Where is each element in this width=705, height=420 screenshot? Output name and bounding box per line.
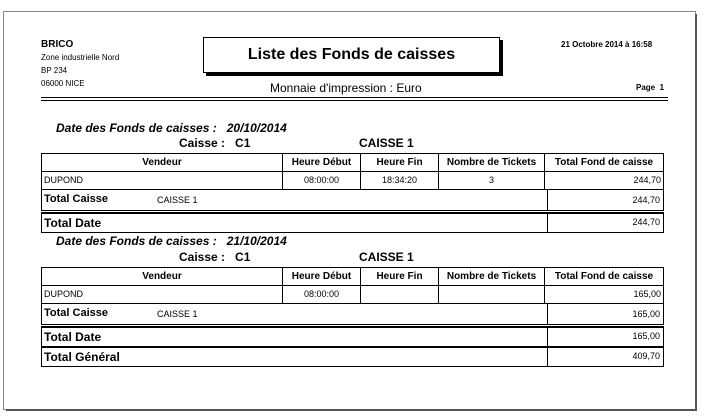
page-shadow: [695, 14, 697, 410]
caisse-prefix: Caisse :: [179, 136, 226, 150]
page-shadow: [6, 409, 697, 411]
group-caisse-header: [179, 250, 250, 264]
total-caisse-name: CAISSE 1: [157, 309, 198, 319]
total-general-row: [41, 346, 664, 367]
group-date-header: [56, 234, 287, 248]
column-header: Heure Début: [283, 154, 361, 172]
total-caisse-label: Total Caisse: [44, 193, 108, 205]
company-address-line: BP 234: [41, 66, 68, 75]
cell-vendeur: DUPOND: [42, 286, 283, 304]
cell-nombre-tickets: [439, 286, 545, 304]
table-row: [42, 286, 664, 304]
fonds-table: [41, 267, 664, 304]
total-general-value: 409,70: [632, 351, 660, 361]
cell-total-fond: 165,00: [545, 286, 664, 304]
total-date-value: 165,00: [632, 331, 660, 341]
group-date: 21/10/2014: [226, 234, 287, 248]
cell-divider: [547, 328, 548, 346]
report-title-box: [203, 37, 500, 73]
total-date-row: [41, 212, 664, 233]
currency-line: Monnaie d'impression : Euro: [270, 81, 422, 95]
cell-divider: [547, 304, 548, 324]
date-prefix: Date des Fonds de caisses :: [56, 121, 217, 135]
total-caisse-row: [41, 304, 664, 325]
print-date: 21 Octobre 2014 à 16:58: [561, 40, 653, 49]
total-caisse-value: 244,70: [632, 195, 660, 205]
total-general-label: Total Général: [44, 350, 120, 364]
column-header: Heure Fin: [361, 268, 439, 286]
company-address-line: 06000 NICE: [41, 79, 85, 88]
column-header: Vendeur: [42, 154, 283, 172]
cell-heure-debut: 08:00:00: [283, 286, 361, 304]
caisse-name: CAISSE 1: [359, 250, 414, 264]
total-date-label: Total Date: [44, 216, 102, 230]
cell-heure-fin: [361, 286, 439, 304]
date-prefix: Date des Fonds de caisses :: [56, 234, 217, 248]
group-date: 20/10/2014: [226, 121, 287, 135]
header-rule: [41, 100, 668, 101]
column-header: Heure Fin: [361, 154, 439, 172]
cell-vendeur: DUPOND: [42, 172, 283, 190]
cell-heure-fin: 18:34:20: [361, 172, 439, 190]
caisse-prefix: Caisse :: [179, 250, 226, 264]
column-header: Total Fond de caisse: [545, 154, 664, 172]
cell-divider: [547, 214, 548, 232]
caisse-code: C1: [235, 250, 251, 264]
total-caisse-row: [41, 190, 664, 211]
total-date-row: [41, 326, 664, 347]
group-date-header: [56, 121, 287, 135]
fonds-table: [41, 153, 664, 190]
total-date-value: 244,70: [632, 217, 660, 227]
column-header: Total Fond de caisse: [545, 268, 664, 286]
company-address-line: Zone industrielle Nord: [41, 53, 120, 62]
total-date-label: Total Date: [44, 330, 102, 344]
cell-nombre-tickets: 3: [439, 172, 545, 190]
table-header-row: [42, 268, 664, 286]
cell-divider: [547, 348, 548, 366]
page-number: 1: [659, 83, 665, 92]
header-rule: [41, 97, 668, 98]
total-caisse-value: 165,00: [632, 309, 660, 319]
caisse-code: C1: [235, 136, 251, 150]
table-row: [42, 172, 664, 190]
table-header-row: [42, 154, 664, 172]
report-title: Liste des Fonds de caisses: [247, 46, 456, 63]
total-caisse-label: Total Caisse: [44, 307, 108, 319]
column-header: Nombre de Tickets: [439, 154, 545, 172]
group-caisse-header: [179, 136, 250, 150]
cell-divider: [547, 190, 548, 210]
column-header: Vendeur: [42, 268, 283, 286]
cell-total-fond: 244,70: [545, 172, 664, 190]
page-indicator: [636, 83, 664, 92]
cell-heure-debut: 08:00:00: [283, 172, 361, 190]
column-header: Heure Début: [283, 268, 361, 286]
total-caisse-name: CAISSE 1: [157, 195, 198, 205]
company-name: BRICO: [41, 39, 74, 50]
page-label: Page: [636, 83, 656, 92]
column-header: Nombre de Tickets: [439, 268, 545, 286]
caisse-name: CAISSE 1: [359, 136, 414, 150]
